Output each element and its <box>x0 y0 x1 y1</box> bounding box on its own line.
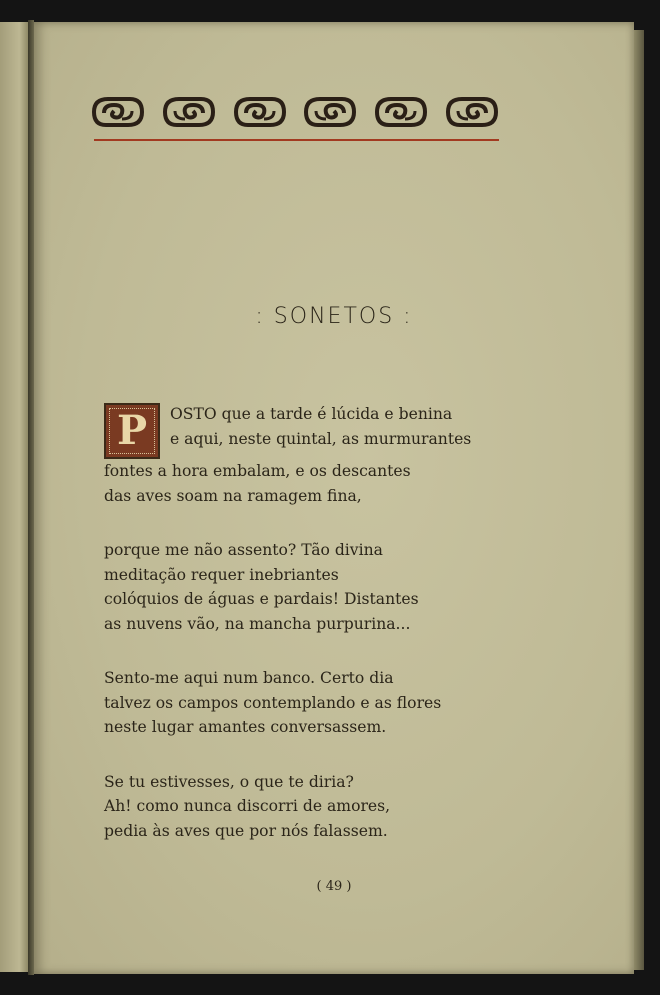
scroll-ornament-icon <box>232 95 288 129</box>
poem-line: colóquios de águas e pardais! Distantes <box>104 590 419 608</box>
page-stack-edge <box>634 30 644 970</box>
poem-line: porque me não assento? Tão divina <box>104 541 383 559</box>
poem-line: Sento-me aqui num banco. Certo dia <box>104 669 394 687</box>
scroll-ornament-icon <box>373 95 429 129</box>
section-title: : SONETOS : <box>255 304 413 329</box>
poem-line: das aves soam na ramagem fina, <box>104 486 362 505</box>
poem-line: Ah! como nunca discorri de amores, <box>104 797 391 815</box>
poem-line: e aqui, neste quintal, as murmurantes <box>170 429 472 448</box>
poem-line: meditação requer inebriantes <box>104 565 339 584</box>
poem-line: fontes a hora embalam, e os descantes <box>104 462 411 480</box>
scroll-ornament-icon <box>444 95 500 129</box>
sonnet <box>104 402 574 843</box>
poem-line: pedia às aves que por nós falassem. <box>104 821 388 840</box>
header-rule <box>94 139 499 141</box>
page-number: ( 49 ) <box>316 879 352 894</box>
scroll-ornament-icon <box>161 95 217 129</box>
illuminated-initial <box>104 403 160 459</box>
scroll-ornament-icon <box>90 95 146 129</box>
poem-line: neste lugar amantes conversassem. <box>104 718 387 736</box>
stanza-2 <box>104 538 574 636</box>
scroll-ornament-icon <box>302 95 358 129</box>
dropcap-letter: P <box>116 407 148 454</box>
poem-line: as nuvens vão, na mancha purpurina... <box>104 614 411 633</box>
stanza-3 <box>104 666 574 740</box>
stanza-4 <box>104 770 574 844</box>
poem-line: talvez os campos contemplando e as flores <box>104 693 442 712</box>
poem-line: OSTO que a tarde é lúcida e benina <box>170 405 453 423</box>
stanza-1 <box>104 402 574 508</box>
header-ornament <box>90 92 500 132</box>
poem-line: Se tu estivesses, o que te diria? <box>104 772 354 791</box>
book-page <box>34 22 634 974</box>
facing-page-edge <box>0 22 30 972</box>
